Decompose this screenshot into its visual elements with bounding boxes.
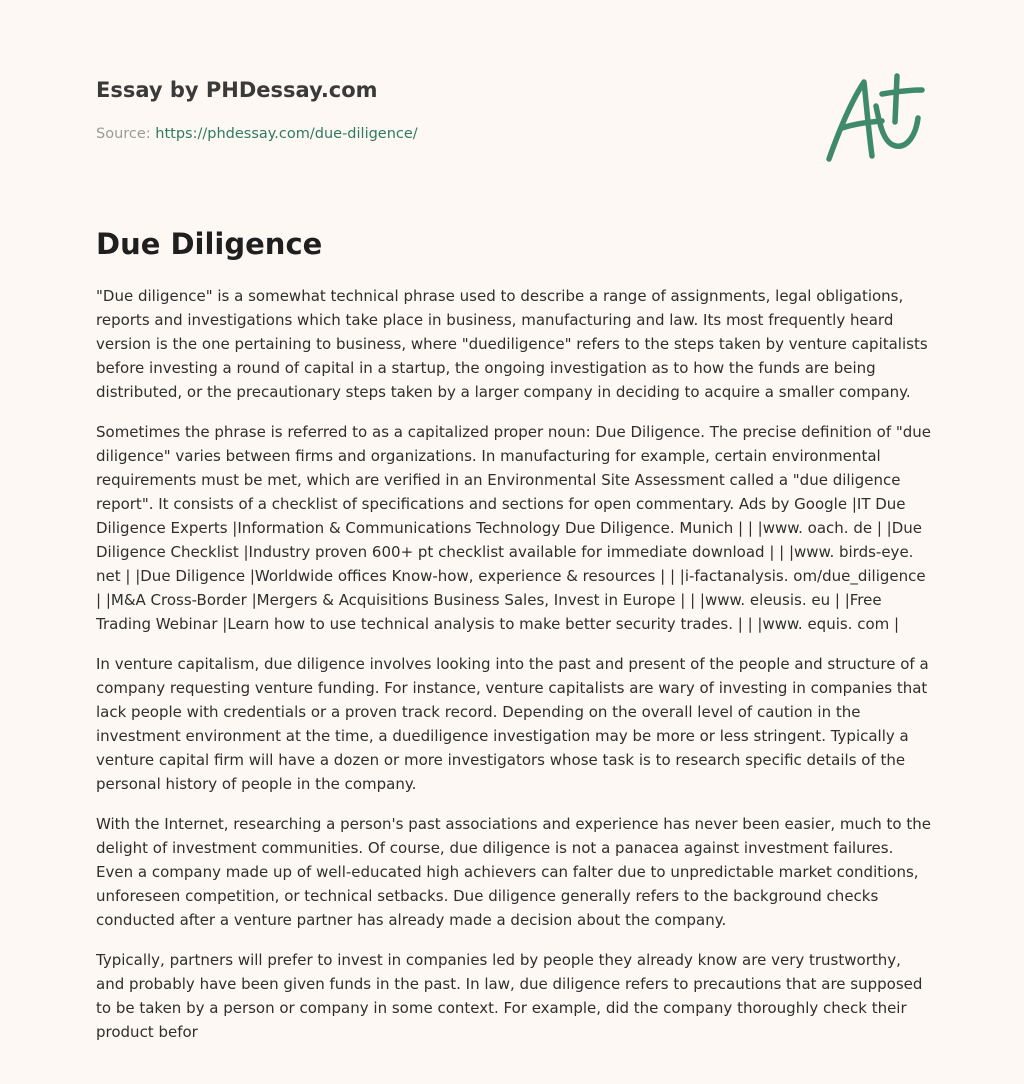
source-link[interactable]: https://phdessay.com/due-diligence/ <box>155 126 418 142</box>
essay-paragraph: With the Internet, researching a person's past associations and experience has never been easier, much to the delight of investment communities. Of course, due diligence is not a panacea against investment failures. Even a company made up of well-educated high achievers can falter due to unpredictable market conditions, unforeseen competition, or technical setbacks. Due diligence generally refers to the background checks conducted after a venture partner has already made a decision about the company. <box>96 815 931 929</box>
site-brand: Essay by PHDessay.com <box>96 78 378 102</box>
essay-header <box>96 76 696 144</box>
source-line <box>96 124 696 144</box>
essay-title: Due Diligence <box>96 227 323 261</box>
a-plus-grade-icon <box>822 66 926 166</box>
source-label: Source: <box>96 126 156 142</box>
essay-paragraph: Sometimes the phrase is referred to as a capitalized proper noun: Due Diligence. The precise definition of "due diligence" varies between firms and organizations. In manufacturing for example, certain environmental requirements must be met, which are verified in an Environmental Site Assessment called a "due diligence report". It consists of a checklist of specifications and sections for open commentary. Ads by Google |IT Due Diligence Experts |Information & Communications Technology Due Diligence. Munich | | |www. oach. de | |Due Diligence Checklist |Industry proven 600+ pt checklist available for immediate download | | |www. birds-eye. net | |Due Diligence |Worldwide offices Know-how, experience & resources | | |i-factanalysis. om/due_diligence | |M&A Cross-Border |Mergers & Acquisitions Business Sales, Invest in Europe | | |www. eleusis. eu | |Free Trading Webinar |Learn how to use technical analysis to make better security trades. | | |www. equis. com | <box>96 423 932 633</box>
essay-paragraph: "Due diligence" is a somewhat technical phrase used to describe a range of assignments, legal obligations, reports and investigations which take place in business, manufacturing and law. Its most frequently heard version is the one pertaining to business, where "duediligence" refers to the steps taken by venture capitalists before investing a round of capital in a startup, the ongoing investigation as to how the funds are being distributed, or the precautionary steps taken by a larger company in deciding to acquire a smaller company. <box>96 287 928 401</box>
essay-body <box>96 284 932 1070</box>
essay-paragraph: In venture capitalism, due diligence involves looking into the past and present of the people and structure of a company requesting venture funding. For instance, venture capitalists are wary of investing in companies that lack people with credentials or a proven track record. Depending on the overall level of caution in the investment environment at the time, a duediligence investigation may be more or less stringent. Typically a venture capital firm will have a dozen or more investigators whose task is to research specific details of the personal history of people in the company. <box>96 655 929 793</box>
essay-paragraph: Typically, partners will prefer to invest in companies led by people they already know are very trustworthy, and probably have been given funds in the past. In law, due diligence refers to precautions that are supposed to be taken by a person or company in some context. For example, did the company thoroughly check their product befor <box>96 951 923 1041</box>
